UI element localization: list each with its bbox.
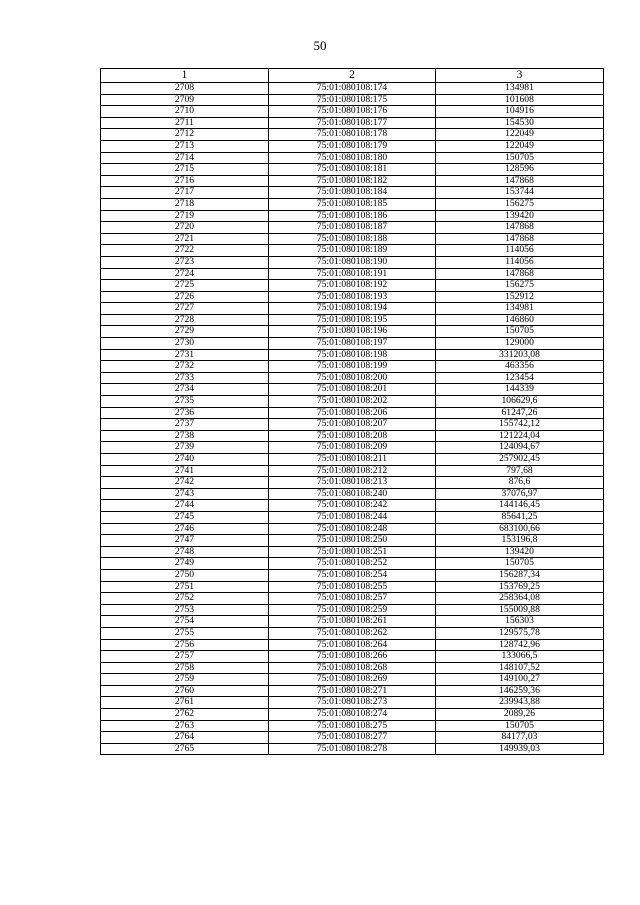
- table-row: [101, 558, 604, 570]
- table-cell-col-1: 2716: [101, 175, 269, 187]
- table-cell-col-1: 2712: [101, 129, 269, 141]
- table-row: [101, 743, 604, 755]
- table-cell-col-2: 75:01:080108:254: [269, 569, 436, 581]
- table-cell-col-1: 2765: [101, 743, 269, 755]
- table-cell-col-2: 75:01:080108:240: [269, 488, 436, 500]
- table-cell-col-3: 106629,6: [436, 396, 604, 408]
- table-row: [101, 198, 604, 210]
- table-row: [101, 651, 604, 663]
- table-cell-col-3: 121224,04: [436, 430, 604, 442]
- table-row: [101, 280, 604, 292]
- table-cell-col-3: 129575,78: [436, 627, 604, 639]
- table-cell-col-1: 2743: [101, 488, 269, 500]
- table-cell-col-2: 75:01:080108:274: [269, 709, 436, 721]
- table-cell-col-3: 134981: [436, 83, 604, 95]
- table-cell-col-3: 149100,27: [436, 674, 604, 686]
- table-row: [101, 152, 604, 164]
- table-cell-col-3: 128596: [436, 164, 604, 176]
- table-row: [101, 662, 604, 674]
- table-cell-col-1: 2711: [101, 117, 269, 129]
- table-row: [101, 569, 604, 581]
- table-cell-col-1: 2719: [101, 210, 269, 222]
- table-cell-col-2: 75:01:080108:273: [269, 697, 436, 709]
- table-cell-col-2: 75:01:080108:213: [269, 477, 436, 489]
- table-cell-col-2: 75:01:080108:207: [269, 419, 436, 431]
- table-row: [101, 314, 604, 326]
- table-row: [101, 523, 604, 535]
- table-cell-col-1: 2744: [101, 500, 269, 512]
- table-cell-col-2: 75:01:080108:268: [269, 662, 436, 674]
- table-row: [101, 268, 604, 280]
- table-row: [101, 488, 604, 500]
- table-row: [101, 627, 604, 639]
- table-row: [101, 720, 604, 732]
- page-number: 50: [313, 38, 327, 53]
- table-cell-col-1: 2758: [101, 662, 269, 674]
- table-row: [101, 175, 604, 187]
- table-cell-col-3: 139420: [436, 210, 604, 222]
- table-cell-col-1: 2718: [101, 198, 269, 210]
- table-cell-col-2: 75:01:080108:192: [269, 280, 436, 292]
- table-cell-col-2: 75:01:080108:175: [269, 94, 436, 106]
- table-cell-col-2: 75:01:080108:190: [269, 256, 436, 268]
- table-cell-col-2: 75:01:080108:261: [269, 616, 436, 628]
- table-cell-col-2: 75:01:080108:191: [269, 268, 436, 280]
- table-cell-col-2: 75:01:080108:259: [269, 604, 436, 616]
- table-row: [101, 233, 604, 245]
- column-header-3: 3: [436, 69, 604, 83]
- table-cell-col-1: 2738: [101, 430, 269, 442]
- table-cell-col-3: 148107,52: [436, 662, 604, 674]
- table-cell-col-1: 2755: [101, 627, 269, 639]
- table-header: [101, 69, 604, 83]
- table-row: [101, 187, 604, 199]
- table-cell-col-2: 75:01:080108:257: [269, 593, 436, 605]
- table-row: [101, 535, 604, 547]
- table-cell-col-3: 797,68: [436, 465, 604, 477]
- table-cell-col-1: 2752: [101, 593, 269, 605]
- table-cell-col-2: 75:01:080108:275: [269, 720, 436, 732]
- table-row: [101, 581, 604, 593]
- table-cell-col-3: 124094,67: [436, 442, 604, 454]
- table-cell-col-1: 2754: [101, 616, 269, 628]
- table-cell-col-2: 75:01:080108:184: [269, 187, 436, 199]
- table-cell-col-3: 150705: [436, 558, 604, 570]
- table-cell-col-2: 75:01:080108:179: [269, 140, 436, 152]
- table-cell-col-2: 75:01:080108:262: [269, 627, 436, 639]
- table-cell-col-3: 147868: [436, 175, 604, 187]
- table-row: [101, 593, 604, 605]
- table-cell-col-3: 152912: [436, 291, 604, 303]
- table-row: [101, 639, 604, 651]
- table-cell-col-2: 75:01:080108:200: [269, 372, 436, 384]
- table-cell-col-3: 155009,88: [436, 604, 604, 616]
- table-cell-col-3: 156287,34: [436, 569, 604, 581]
- table-cell-col-1: 2764: [101, 732, 269, 744]
- table-row: [101, 500, 604, 512]
- table-cell-col-1: 2717: [101, 187, 269, 199]
- table-row: [101, 140, 604, 152]
- table-row: [101, 454, 604, 466]
- table-cell-col-1: 2725: [101, 280, 269, 292]
- data-table: [100, 68, 604, 755]
- table-cell-col-1: 2726: [101, 291, 269, 303]
- table-cell-col-1: 2729: [101, 326, 269, 338]
- table-cell-col-1: 2735: [101, 396, 269, 408]
- table-cell-col-2: 75:01:080108:211: [269, 454, 436, 466]
- table-cell-col-1: 2715: [101, 164, 269, 176]
- table-cell-col-3: 144339: [436, 384, 604, 396]
- table-cell-col-3: 156275: [436, 280, 604, 292]
- table-row: [101, 117, 604, 129]
- table-cell-col-3: 134981: [436, 303, 604, 315]
- table-cell-col-1: 2722: [101, 245, 269, 257]
- table-cell-col-3: 2089,26: [436, 709, 604, 721]
- table-cell-col-1: 2748: [101, 546, 269, 558]
- table-row: [101, 442, 604, 454]
- table-cell-col-1: 2759: [101, 674, 269, 686]
- table-cell-col-1: 2721: [101, 233, 269, 245]
- table-cell-col-2: 75:01:080108:177: [269, 117, 436, 129]
- table-cell-col-3: 37076,97: [436, 488, 604, 500]
- table-cell-col-2: 75:01:080108:244: [269, 511, 436, 523]
- column-header-2: 2: [269, 69, 436, 83]
- table-cell-col-3: 153769,25: [436, 581, 604, 593]
- table-row: [101, 129, 604, 141]
- table-cell-col-2: 75:01:080108:255: [269, 581, 436, 593]
- table-row: [101, 94, 604, 106]
- table-cell-col-3: 147868: [436, 233, 604, 245]
- table-cell-col-2: 75:01:080108:195: [269, 314, 436, 326]
- table-cell-col-1: 2708: [101, 83, 269, 95]
- table-cell-col-1: 2724: [101, 268, 269, 280]
- header-row: [101, 69, 604, 83]
- table-cell-col-2: 75:01:080108:198: [269, 349, 436, 361]
- table-cell-col-1: 2723: [101, 256, 269, 268]
- table-row: [101, 511, 604, 523]
- table-cell-col-2: 75:01:080108:209: [269, 442, 436, 454]
- table-cell-col-3: 139420: [436, 546, 604, 558]
- table-row: [101, 546, 604, 558]
- table-cell-col-3: 154530: [436, 117, 604, 129]
- table-cell-col-1: 2710: [101, 106, 269, 118]
- column-header-1: 1: [101, 69, 269, 83]
- table-cell-col-2: 75:01:080108:174: [269, 83, 436, 95]
- table-cell-col-2: 75:01:080108:264: [269, 639, 436, 651]
- table-cell-col-1: 2731: [101, 349, 269, 361]
- table-cell-col-3: 85641,25: [436, 511, 604, 523]
- table-cell-col-2: 75:01:080108:208: [269, 430, 436, 442]
- table-cell-col-3: 463356: [436, 361, 604, 373]
- table-cell-col-2: 75:01:080108:206: [269, 407, 436, 419]
- table-cell-col-1: 2739: [101, 442, 269, 454]
- table-cell-col-1: 2756: [101, 639, 269, 651]
- table-cell-col-2: 75:01:080108:187: [269, 222, 436, 234]
- table-row: [101, 685, 604, 697]
- table-cell-col-3: 156275: [436, 198, 604, 210]
- table-cell-col-2: 75:01:080108:250: [269, 535, 436, 547]
- table-row: [101, 210, 604, 222]
- table-cell-col-3: 258364,08: [436, 593, 604, 605]
- table-row: [101, 674, 604, 686]
- table-cell-col-3: 104916: [436, 106, 604, 118]
- table-row: [101, 616, 604, 628]
- table-cell-col-2: 75:01:080108:271: [269, 685, 436, 697]
- table-cell-col-3: 114056: [436, 256, 604, 268]
- table-row: [101, 256, 604, 268]
- table-cell-col-3: 122049: [436, 129, 604, 141]
- table-cell-col-3: 153744: [436, 187, 604, 199]
- table-cell-col-1: 2753: [101, 604, 269, 616]
- table-cell-col-1: 2713: [101, 140, 269, 152]
- table-cell-col-3: 144146,45: [436, 500, 604, 512]
- table-row: [101, 245, 604, 257]
- table-cell-col-1: 2760: [101, 685, 269, 697]
- table-cell-col-2: 75:01:080108:251: [269, 546, 436, 558]
- table-cell-col-2: 75:01:080108:248: [269, 523, 436, 535]
- table-cell-col-3: 331203,08: [436, 349, 604, 361]
- table-row: [101, 430, 604, 442]
- table-row: [101, 164, 604, 176]
- table-cell-col-2: 75:01:080108:193: [269, 291, 436, 303]
- table-row: [101, 106, 604, 118]
- table-cell-col-1: 2733: [101, 372, 269, 384]
- table-cell-col-1: 2761: [101, 697, 269, 709]
- table-row: [101, 384, 604, 396]
- table-cell-col-3: 147868: [436, 268, 604, 280]
- table-cell-col-3: 683100,66: [436, 523, 604, 535]
- table-cell-col-2: 75:01:080108:182: [269, 175, 436, 187]
- table-cell-col-3: 122049: [436, 140, 604, 152]
- table-row: [101, 303, 604, 315]
- table-cell-col-3: 149939,03: [436, 743, 604, 755]
- table-cell-col-2: 75:01:080108:252: [269, 558, 436, 570]
- table-cell-col-2: 75:01:080108:181: [269, 164, 436, 176]
- table-cell-col-2: 75:01:080108:242: [269, 500, 436, 512]
- table-cell-col-1: 2736: [101, 407, 269, 419]
- table-cell-col-1: 2730: [101, 338, 269, 350]
- table-cell-col-3: 150705: [436, 152, 604, 164]
- table-row: [101, 349, 604, 361]
- table-cell-col-2: 75:01:080108:180: [269, 152, 436, 164]
- table-cell-col-3: 123454: [436, 372, 604, 384]
- table-cell-col-1: 2762: [101, 709, 269, 721]
- table-cell-col-3: 239943,88: [436, 697, 604, 709]
- table-row: [101, 465, 604, 477]
- table-cell-col-3: 147868: [436, 222, 604, 234]
- table-cell-col-3: 133066,5: [436, 651, 604, 663]
- table-cell-col-3: 101608: [436, 94, 604, 106]
- table-row: [101, 326, 604, 338]
- table-cell-col-2: 75:01:080108:176: [269, 106, 436, 118]
- table-cell-col-2: 75:01:080108:277: [269, 732, 436, 744]
- table-cell-col-1: 2709: [101, 94, 269, 106]
- table-cell-col-3: 153196,8: [436, 535, 604, 547]
- table-row: [101, 477, 604, 489]
- table-row: [101, 396, 604, 408]
- table-cell-col-1: 2742: [101, 477, 269, 489]
- table-cell-col-1: 2728: [101, 314, 269, 326]
- table-cell-col-1: 2751: [101, 581, 269, 593]
- table-row: [101, 407, 604, 419]
- table-cell-col-3: 150705: [436, 326, 604, 338]
- table-cell-col-3: 146860: [436, 314, 604, 326]
- table-cell-col-1: 2720: [101, 222, 269, 234]
- table-cell-col-3: 876,6: [436, 477, 604, 489]
- table-cell-col-1: 2714: [101, 152, 269, 164]
- table-row: [101, 338, 604, 350]
- table-cell-col-1: 2746: [101, 523, 269, 535]
- table-row: [101, 83, 604, 95]
- table-cell-col-2: 75:01:080108:201: [269, 384, 436, 396]
- table-cell-col-2: 75:01:080108:269: [269, 674, 436, 686]
- table-cell-col-2: 75:01:080108:266: [269, 651, 436, 663]
- table-cell-col-1: 2737: [101, 419, 269, 431]
- table-row: [101, 372, 604, 384]
- table-cell-col-1: 2747: [101, 535, 269, 547]
- table-row: [101, 604, 604, 616]
- table-cell-col-3: 156303: [436, 616, 604, 628]
- table-cell-col-3: 257902,45: [436, 454, 604, 466]
- table-cell-col-2: 75:01:080108:197: [269, 338, 436, 350]
- table-cell-col-1: 2763: [101, 720, 269, 732]
- table-cell-col-1: 2750: [101, 569, 269, 581]
- table-row: [101, 222, 604, 234]
- table-body: [101, 83, 604, 755]
- table-row: [101, 697, 604, 709]
- table-cell-col-3: 129000: [436, 338, 604, 350]
- table-row: [101, 709, 604, 721]
- table-row: [101, 291, 604, 303]
- table-cell-col-2: 75:01:080108:185: [269, 198, 436, 210]
- table-cell-col-1: 2734: [101, 384, 269, 396]
- table-row: [101, 361, 604, 373]
- table-cell-col-2: 75:01:080108:212: [269, 465, 436, 477]
- table-cell-col-2: 75:01:080108:278: [269, 743, 436, 755]
- table-row: [101, 419, 604, 431]
- table-cell-col-1: 2757: [101, 651, 269, 663]
- table-cell-col-1: 2741: [101, 465, 269, 477]
- table-cell-col-1: 2745: [101, 511, 269, 523]
- table-cell-col-2: 75:01:080108:189: [269, 245, 436, 257]
- table-cell-col-1: 2740: [101, 454, 269, 466]
- table-cell-col-2: 75:01:080108:199: [269, 361, 436, 373]
- table-cell-col-1: 2727: [101, 303, 269, 315]
- table-cell-col-3: 146259,36: [436, 685, 604, 697]
- table-cell-col-3: 84177,03: [436, 732, 604, 744]
- table-cell-col-3: 61247,26: [436, 407, 604, 419]
- table-cell-col-3: 128742,96: [436, 639, 604, 651]
- table-cell-col-2: 75:01:080108:178: [269, 129, 436, 141]
- table-cell-col-1: 2749: [101, 558, 269, 570]
- table-cell-col-2: 75:01:080108:186: [269, 210, 436, 222]
- table-cell-col-2: 75:01:080108:188: [269, 233, 436, 245]
- table-cell-col-2: 75:01:080108:194: [269, 303, 436, 315]
- table-row: [101, 732, 604, 744]
- table-cell-col-3: 150705: [436, 720, 604, 732]
- table-cell-col-3: 155742,12: [436, 419, 604, 431]
- table-cell-col-2: 75:01:080108:196: [269, 326, 436, 338]
- table-cell-col-1: 2732: [101, 361, 269, 373]
- table-cell-col-2: 75:01:080108:202: [269, 396, 436, 408]
- table-cell-col-3: 114056: [436, 245, 604, 257]
